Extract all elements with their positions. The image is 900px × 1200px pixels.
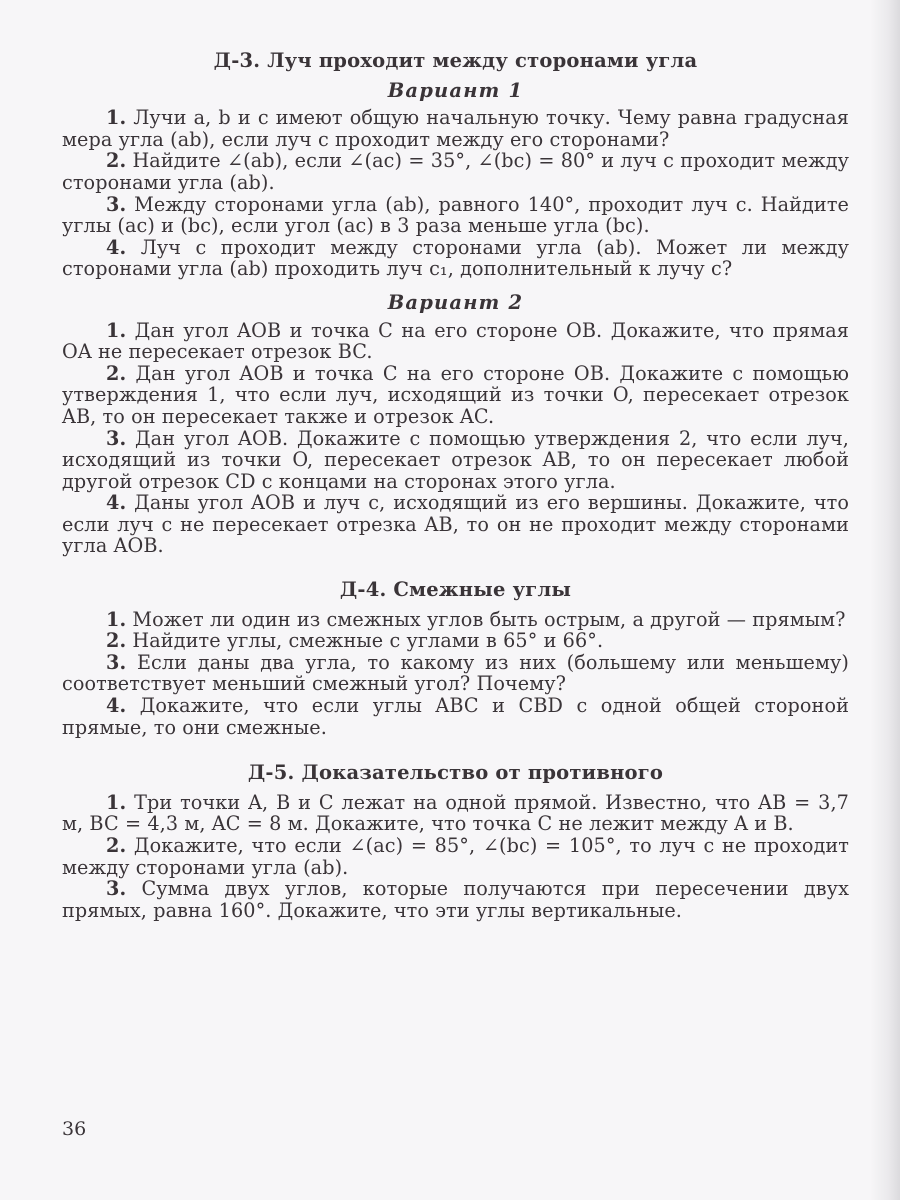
problem-number: 4.: [106, 491, 127, 515]
problem-number: 2.: [106, 149, 127, 173]
section-title-d3: Д-3. Луч проходит между сторонами угла: [213, 49, 698, 72]
problem-d5-3: [62, 878, 849, 921]
problem-number: 1.: [106, 790, 127, 814]
problem-d3-v1-2: [62, 150, 849, 193]
page-edge-shadow: [870, 0, 900, 1200]
problem-d4-4: [62, 695, 849, 738]
problem-number: 1.: [106, 106, 127, 130]
problem-number: 2.: [106, 361, 127, 385]
section-title-d4: Д-4. Смежные углы: [339, 578, 572, 602]
problem-d3-v2-3: [62, 428, 849, 493]
problem-d3-v1-3: [62, 194, 849, 237]
problem-number: 1.: [106, 607, 127, 631]
problem-number: 3.: [106, 192, 127, 216]
variant-title-1: Вариант 1: [387, 78, 524, 102]
problem-number: 2.: [106, 629, 127, 653]
problem-text: Три точки A, B и C лежат на одной прямой. Известно, что AB = 3,7 м, BC = 4,3 м, AC = 8 м. Докажите, что точка C не лежит между A и B.: [62, 790, 849, 836]
problem-d4-3: [62, 652, 849, 695]
spacer: [62, 557, 849, 579]
problem-text: Лучи a, b и c имеют общую начальную точку. Чему равна градусная мера угла (ab), если луч c проходит между его сторонами?: [62, 106, 849, 151]
problem-d3-v1-1: [62, 107, 849, 150]
problem-d3-v2-2: [62, 363, 849, 428]
problem-d3-v2-1: [62, 320, 849, 363]
problem-number: 4.: [106, 235, 127, 259]
problem-number: 4.: [106, 694, 127, 718]
problem-d3-v2-4: [62, 492, 849, 557]
problem-d5-2: [62, 835, 849, 878]
spacer: [62, 738, 849, 762]
problem-d4-2: [62, 630, 849, 652]
problem-text: Дан угол AOB и точка C на его стороне OB. Докажите, что прямая OA не пересекает отрезок BC.: [62, 318, 849, 364]
problem-text: Если даны два угла, то какому из них (большему или меньшему) соответствует меньший смежный угол? Почему?: [62, 650, 849, 696]
problem-text: Дан угол AOB и точка C на его стороне OB. Докажите с помощью утверждения 1, что если луч, исходящий из точки O, пересекает отрезок AB, то он пересекает также и отрезок AC.: [62, 361, 849, 428]
textbook-page: [62, 50, 849, 921]
problem-text: Между сторонами угла (ab), равного 140°, проходит луч c. Найдите углы (ac) и (bc), если угол (ac) в 3 раза меньше угла (bc).: [62, 192, 849, 238]
problem-number: 3.: [106, 877, 127, 901]
problem-text: Найдите ∠(ab), если ∠(ac) = 35°, ∠(bc) = 80° и луч c проходит между сторонами угла (ab).: [62, 149, 849, 194]
problem-text: Сумма двух углов, которые получаются при пересечении двух прямых, равна 160°. Докажите, что эти углы вертикальные.: [62, 877, 849, 922]
section-title-d5: Д-5. Доказательство от противного: [247, 761, 664, 785]
problem-text: Докажите, что если ∠(ac) = 85°, ∠(bc) = 105°, то луч c не проходит между сторонами угла (ab).: [62, 834, 849, 879]
problem-text: Найдите углы, смежные с углами в 65° и 66°.: [126, 629, 604, 653]
problem-text: Луч c проходит между сторонами угла (ab). Может ли между сторонами угла (ab) проходить луч c₁, дополнительный к лучу c?: [62, 235, 849, 281]
problem-text: Дан угол AOB. Докажите с помощью утверждения 2, что если луч, исходящий из точки O, пересекает отрезок AB, то он пересекает любой другой отрезок CD с концами на сторонах этого угла.: [62, 426, 849, 493]
problem-d4-1: [62, 609, 849, 631]
problem-d3-v1-4: [62, 237, 849, 280]
problem-number: 1.: [106, 318, 127, 342]
problem-number: 3.: [106, 650, 127, 674]
problem-text: Докажите, что если углы ABC и CBD с одной общей стороной прямые, то они смежные.: [62, 694, 849, 739]
page-number: 36: [62, 1118, 87, 1140]
problem-number: 2.: [106, 834, 127, 857]
variant-title-2: Вариант 2: [387, 290, 524, 314]
problem-d5-1: [62, 792, 849, 835]
problem-number: 3.: [106, 426, 127, 450]
problem-text: Может ли один из смежных углов быть острым, а другой — прямым?: [126, 607, 846, 631]
problem-text: Даны угол AOB и луч c, исходящий из его вершины. Докажите, что если луч c не пересекает отрезка AB, то он не проходит между сторонами угла AOB.: [62, 491, 849, 558]
